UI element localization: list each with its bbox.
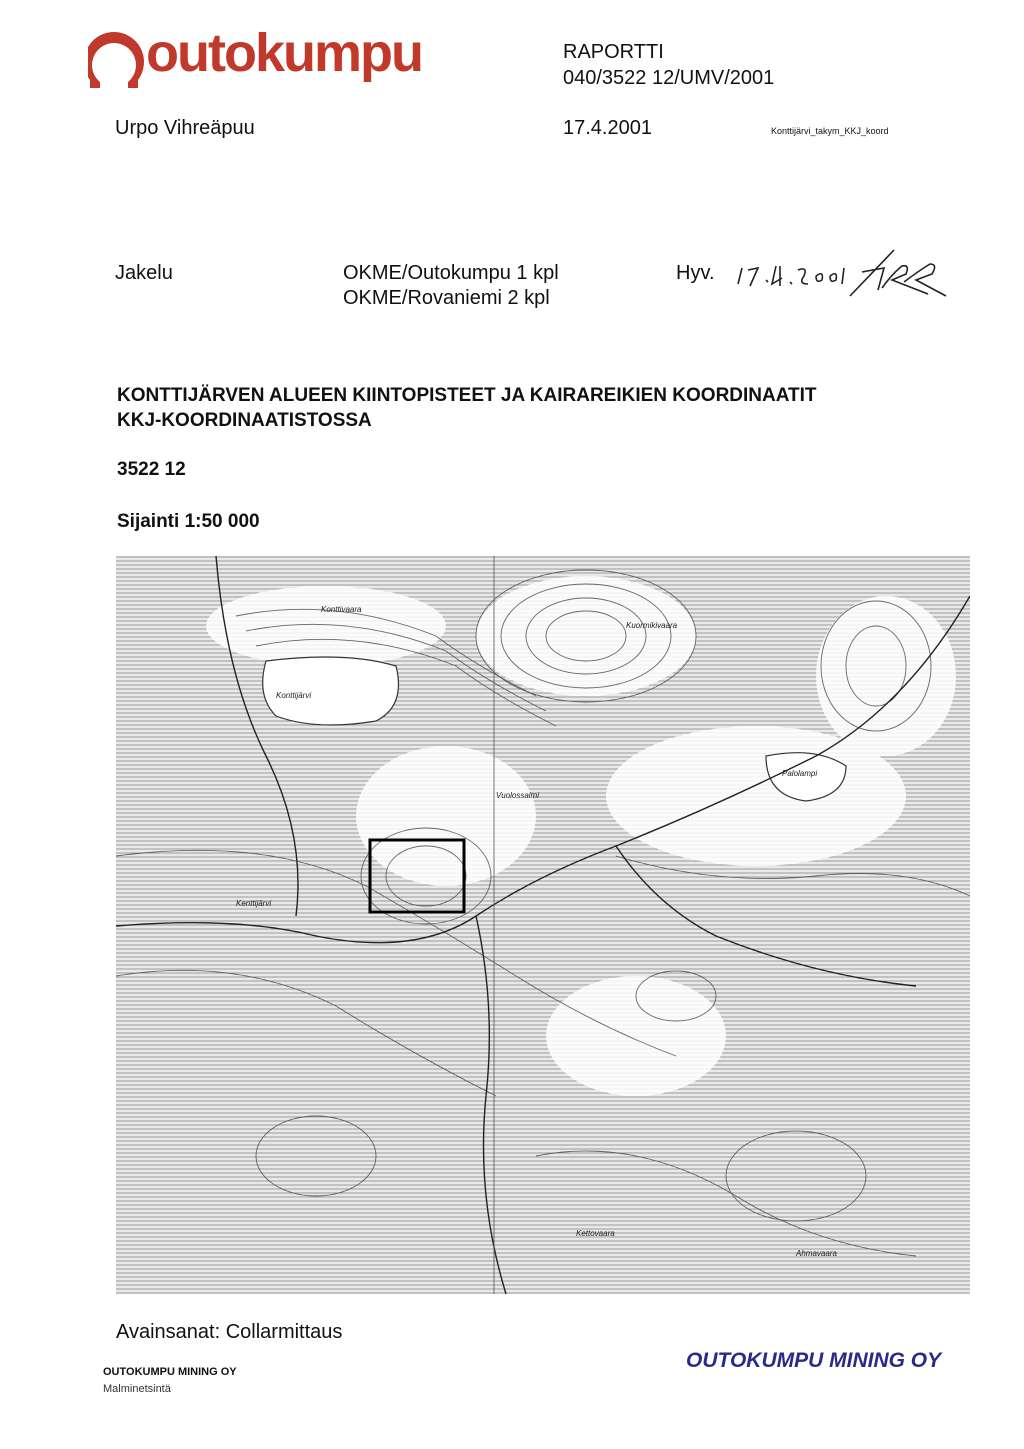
- map-label-kuormikivaara: Kuormikivaara: [626, 621, 678, 630]
- approved-label: Hyv.: [676, 262, 715, 284]
- report-number: 040/3522 12/UMV/2001: [563, 67, 775, 89]
- file-reference: Konttijärvi_takym_KKJ_koord: [771, 126, 889, 136]
- document-title-line-2: KKJ-KOORDINAATISTOSSA: [117, 410, 372, 431]
- author: Urpo Vihreäpuu: [115, 117, 255, 139]
- map-label-konttijarvi: Konttijärvi: [276, 691, 312, 700]
- distribution-label: Jakelu: [115, 262, 173, 284]
- location-map: [116, 556, 970, 1294]
- footer-company: OUTOKUMPU MINING OY: [103, 1366, 237, 1378]
- map-label-vuolossalmi: Vuolossalmi: [496, 791, 539, 800]
- map-label-palolampi: Palolampi: [782, 769, 818, 778]
- map-label-ahmavaara: Ahmavaara: [796, 1249, 837, 1258]
- distribution-line-2: OKME/Rovaniemi 2 kpl: [343, 287, 550, 309]
- map-label-konttivaara: Konttivaara: [321, 605, 362, 614]
- map-sheet-number: 3522 12: [117, 459, 186, 480]
- document-title-line-1: KONTTIJÄRVEN ALUEEN KIINTOPISTEET JA KAIRAREIKIEN KOORDINAATIT: [117, 385, 817, 406]
- approval-signature: [732, 244, 952, 304]
- omega-symbol-icon: [88, 32, 144, 88]
- map-label-kenttijarvi: Kenttijärvi: [236, 899, 272, 908]
- distribution-line-1: OKME/Outokumpu 1 kpl: [343, 262, 559, 284]
- location-scale-label: Sijainti 1:50 000: [117, 511, 260, 532]
- report-label: RAPORTTI: [563, 41, 664, 63]
- footer-stamp: OUTOKUMPU MINING OY: [686, 1349, 942, 1372]
- footer-department: Malminetsintä: [103, 1383, 171, 1395]
- keywords: Avainsanat: Collarmittaus: [116, 1321, 343, 1343]
- brand-wordmark: outokumpu: [146, 23, 422, 83]
- map-label-kettovaara: Kettovaara: [576, 1229, 615, 1238]
- report-date: 17.4.2001: [563, 117, 652, 139]
